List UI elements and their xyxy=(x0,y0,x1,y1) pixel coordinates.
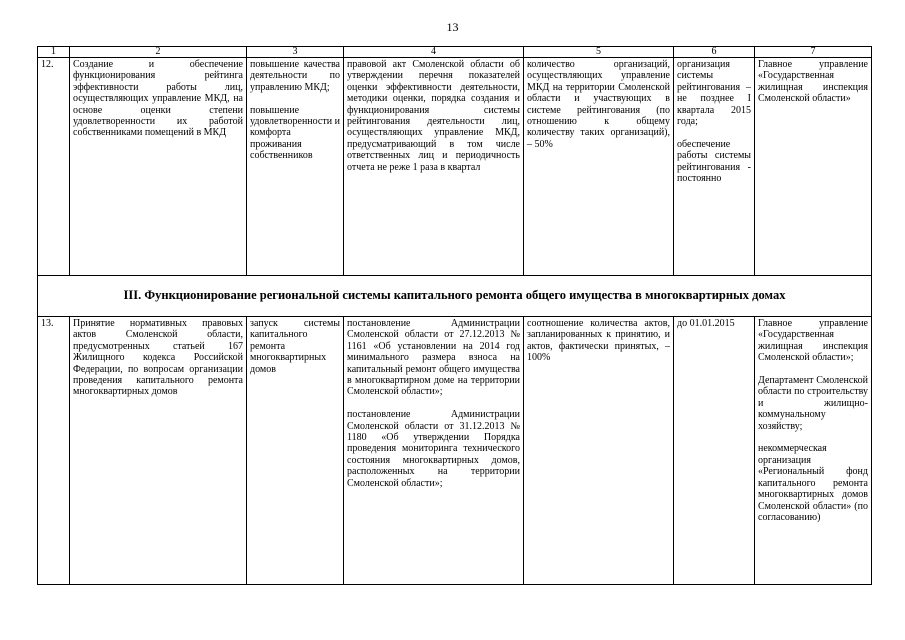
header-cell-3: 3 xyxy=(247,47,344,58)
measures-table xyxy=(37,46,872,585)
section-title: III. Функционирование региональной системы капитального ремонта общего имущества в многоквартирных домах xyxy=(38,276,872,317)
measure-cell: Создание и обеспечение функционирования рейтинга эффективности работы лиц, осуществляющих управление МКД, на основе оценки степени удовлетворенности их работой собственниками помещений в МКД xyxy=(70,58,247,276)
responsible-cell: Главное управление «Государственная жилищная инспекция Смоленской области» xyxy=(755,58,872,276)
header-cell-4: 4 xyxy=(344,47,524,58)
responsible-cell: Главное управление «Государственная жилищная инспекция Смоленской области»; Департамент Смоленской области по строительству и жилищно-коммунальному хозяйству; некоммерческая организация «Региональный фонд капитального ремонта многоквартирных домов Смоленской области» (по согласованию) xyxy=(755,317,872,585)
indicator-cell: соотношение количества актов, запланированных к принятию, и актов, фактически принятых, – 100% xyxy=(524,317,674,585)
row-number: 12. xyxy=(38,58,70,276)
header-row xyxy=(38,47,872,58)
table-row-13 xyxy=(38,317,872,585)
table-row-12 xyxy=(38,58,872,276)
goal-cell: запуск системы капитального ремонта многоквартирных домов xyxy=(247,317,344,585)
goal-cell: повышение качества деятельности по управлению МКД; повышение удовлетворенности и комфорта проживания собственников xyxy=(247,58,344,276)
indicator-cell: количество организаций, осуществляющих управление МКД на территории Смоленской области и участвующих в системе рейтингования (по отношению к общему количеству таких организаций), – 50% xyxy=(524,58,674,276)
measure-cell: Принятие нормативных правовых актов Смоленской области, предусмотренных статьей 167 Жилищного кодекса Российской Федерации, по вопросам организации проведения капитального ремонта многоквартирных домов xyxy=(70,317,247,585)
header-cell-2: 2 xyxy=(70,47,247,58)
header-cell-6: 6 xyxy=(674,47,755,58)
deadline-cell: организация системы рейтингования – не позднее I квартала 2015 года; обеспечение работы системы рейтингования - постоянно xyxy=(674,58,755,276)
document-cell: правовой акт Смоленской области об утверждении перечня показателей оценки эффективности деятельности, методики оценки, порядка создания и функционирования системы рейтингования деятельности лиц, осуществляющих управление МКД, предусматривающий в том числе ответственных лиц и периодичность отчета не реже 1 раза в квартал xyxy=(344,58,524,276)
header-cell-7: 7 xyxy=(755,47,872,58)
page-number: 13 xyxy=(446,20,459,34)
header-cell-5: 5 xyxy=(524,47,674,58)
section-row xyxy=(38,276,872,317)
document-cell: постановление Администрации Смоленской области от 27.12.2013 № 1161 «Об установлении на 2014 год минимального размера взноса на капитальный ремонт общего имущества в многоквартирном доме на территории Смоленской области»; постановление Администрации Смоленской области от 31.12.2013 № 1180 «Об утверждении Порядка проведения мониторинга технического состояния многоквартирных домов, расположенных на территории Смоленской области»; xyxy=(344,317,524,585)
deadline-cell: до 01.01.2015 xyxy=(674,317,755,585)
row-number: 13. xyxy=(38,317,70,585)
header-cell-1: 1 xyxy=(38,47,70,58)
